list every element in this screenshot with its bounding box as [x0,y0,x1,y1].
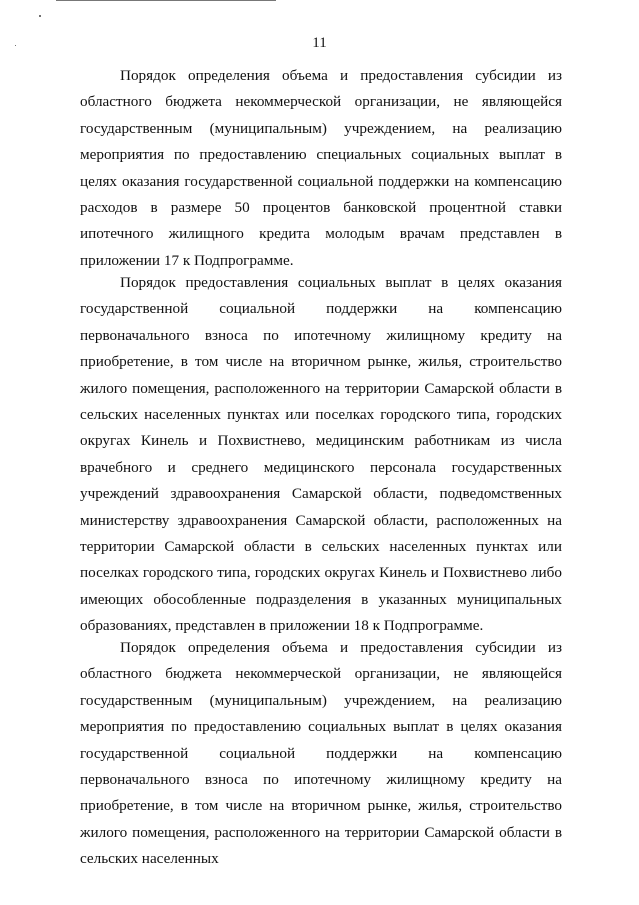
paragraph-subsidy-interest-compensation: Порядок определения объема и предоставления субсидии из областного бюджета некоммерческой организации, не являющейся государственным (муниципальным) учреждением, на реализацию мероприятия по предоставлению специальных социальных выплат в целях оказания государственной социальной поддержки на компенсацию расходов в размере 50 процентов банковской процентной ставки ипотечного жилищного кредита молодым врачам представлен в приложении 17 к Подпрограмме. [80,67,562,269]
scan-edge-line [56,0,276,1]
scan-speck [39,15,41,17]
paragraph-subsidy-down-payment: Порядок определения объема и предоставления субсидии из областного бюджета некоммерческой организации, не являющейся государственным (муниципальным) учреждением, на реализацию мероприятия по предоставлению социальных выплат в целях оказания государственной социальной поддержки на компенсацию первоначального взноса по ипотечному жилищному кредиту на приобретение, в том числе на вторичном рынке, жилья, строительство жилого помещения, расположенного на территории Самарской области в сельских населенных [80,639,562,868]
paragraph-down-payment-compensation: Порядок предоставления социальных выплат в целях оказания государственной социальной поддержки на компенсацию первоначального взноса по ипотечному жилищному кредиту на приобретение, в том числе на вторичном рынке, жилья, строительство жилого помещения, расположенного на территории Самарской области в сельских населенных пунктах или поселках городского типа, городских округах Кинель и Похвистнево, медицинским работникам из числа врачебного и среднего медицинского персонала государственных учреждений здравоохранения Самарской области, подведомственных министерству здравоохранения Самарской области, расположенных на территории Самарской области в сельских населенных пунктах или поселках городского типа, городских округах Кинель и Похвистнево либо имеющих обособленные подразделения в указанных муниципальных образованиях, представлен в приложении 18 к Подпрограмме. [80,274,562,635]
page-number: 11 [312,35,327,51]
